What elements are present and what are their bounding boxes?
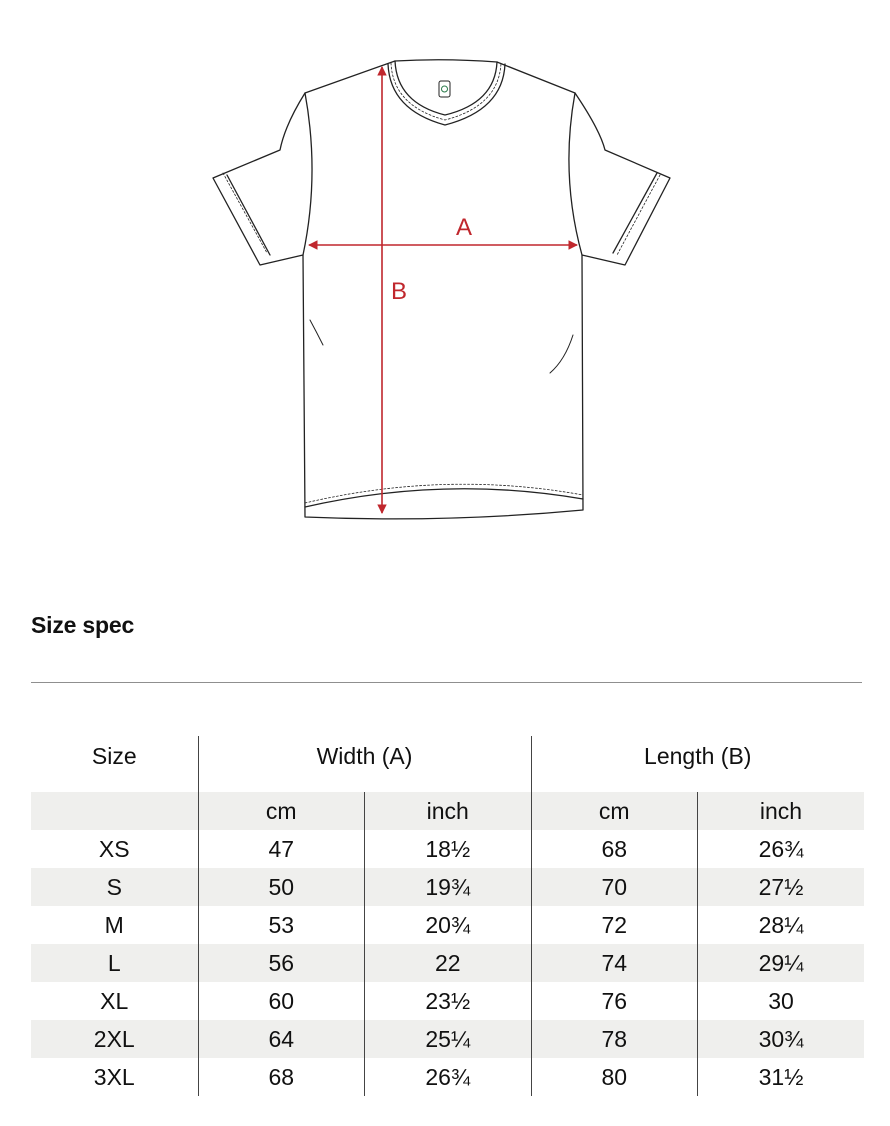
length-cm-cell: 80	[531, 1058, 698, 1096]
width-inch-cell: 25¼	[365, 1020, 532, 1058]
length-cm-cell: 70	[531, 868, 698, 906]
size-cell: XS	[98, 836, 130, 862]
units-row	[31, 792, 864, 830]
table-row	[31, 1058, 864, 1096]
size-cell: XL	[100, 988, 129, 1014]
table-row	[31, 906, 864, 944]
length-cm-cell: 68	[531, 830, 698, 868]
size-cell: M	[104, 912, 124, 938]
table-header-row	[31, 736, 864, 792]
width-cm-cell: 64	[198, 1020, 365, 1058]
size-cell: 2XL	[31, 1020, 198, 1058]
width-label-a: A	[456, 214, 473, 241]
width-inch-cell: 19¾	[365, 868, 532, 906]
width-inch-cell: 20¾	[365, 906, 532, 944]
tshirt-diagram	[205, 55, 685, 530]
units-empty-cell	[31, 792, 198, 830]
width-inch-cell: 23½	[365, 982, 532, 1020]
header-size: Size	[91, 743, 137, 769]
section-divider	[31, 682, 862, 683]
table-row	[31, 982, 864, 1020]
width-inch-cell: 22	[365, 944, 532, 982]
length-inch-cell: 26¾	[698, 830, 865, 868]
size-cell: L	[31, 944, 198, 982]
table-row	[31, 1020, 864, 1058]
width-cm-cell: 68	[198, 1058, 365, 1096]
unit-length-cm: cm	[531, 792, 698, 830]
unit-width-cm: cm	[198, 792, 365, 830]
header-width: Width (A)	[198, 736, 531, 792]
unit-width-inch: inch	[365, 792, 532, 830]
width-cm-cell: 47	[198, 830, 365, 868]
length-inch-cell: 30	[698, 982, 865, 1020]
table-row	[31, 830, 864, 868]
length-cm-cell: 74	[531, 944, 698, 982]
table-row	[31, 868, 864, 906]
measurement-arrows	[309, 67, 577, 513]
length-label-b: B	[391, 278, 408, 305]
table-row	[31, 944, 864, 982]
length-cm-cell: 72	[531, 906, 698, 944]
width-inch-cell: 26¾	[365, 1058, 532, 1096]
length-inch-cell: 28¼	[698, 906, 865, 944]
length-cm-cell: 76	[531, 982, 698, 1020]
section-title: Size spec	[31, 612, 135, 638]
length-inch-cell: 27½	[698, 868, 865, 906]
tshirt-outline-icon	[213, 60, 670, 519]
unit-length-inch: inch	[698, 792, 865, 830]
length-inch-cell: 30¾	[698, 1020, 865, 1058]
header-length: Length (B)	[531, 736, 864, 792]
size-cell: S	[31, 868, 198, 906]
length-inch-cell: 31½	[698, 1058, 865, 1096]
length-inch-cell: 29¼	[698, 944, 865, 982]
width-cm-cell: 56	[198, 944, 365, 982]
width-cm-cell: 50	[198, 868, 365, 906]
size-spec-table	[31, 736, 864, 1096]
size-cell: 3XL	[93, 1064, 135, 1090]
length-cm-cell: 78	[531, 1020, 698, 1058]
width-inch-cell: 18½	[365, 830, 532, 868]
width-cm-cell: 60	[198, 982, 365, 1020]
width-cm-cell: 53	[198, 906, 365, 944]
